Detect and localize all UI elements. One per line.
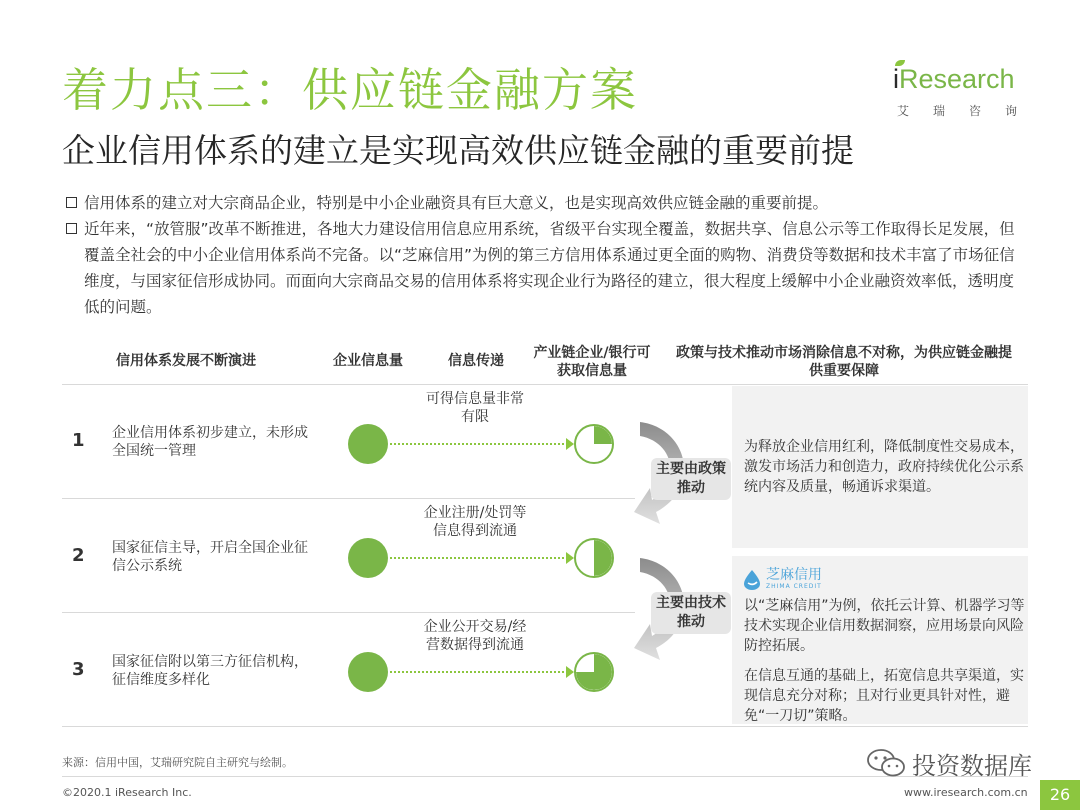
pie-fill — [576, 654, 612, 690]
header-policy: 政策与技术推动市场消除信息不对称，为供应链金融提供重要保障 — [676, 345, 1012, 379]
wechat-watermark — [850, 744, 1050, 780]
policy-driver-badge: 主要由政策推动 — [651, 458, 731, 500]
info-transfer-text: 可得信息量非常有限 — [426, 391, 524, 425]
wechat-icon — [866, 748, 906, 778]
curved-arrows-graphic — [610, 408, 720, 728]
row-number: 3 — [72, 659, 85, 680]
zhima-logo-en: ZHIMA CREDIT — [766, 583, 822, 590]
partial-circle-icon — [574, 652, 614, 692]
full-circle-icon — [348, 652, 388, 692]
zhima-credit-logo — [742, 567, 832, 593]
tech-panel-text-2: 在信息互通的基础上，拓宽信息共享渠道，实现信息充分对称；且对行业更具针对性，避免“一刀切”策略。 — [744, 668, 1024, 724]
logo-subtitle: 艾瑞咨询 — [897, 104, 1042, 118]
watermark-text: 投资数据库 — [912, 752, 1032, 780]
full-circle-icon — [348, 538, 388, 578]
checkbox-square-icon — [66, 223, 77, 234]
divider — [62, 384, 1028, 385]
arrow-right-icon — [566, 552, 574, 564]
arrow-right-icon — [566, 666, 574, 678]
row-number: 2 — [72, 545, 85, 566]
divider — [62, 726, 1028, 727]
iresearch-logo — [885, 58, 1042, 128]
tech-panel-text-1: 以“芝麻信用”为例，依托云计算、机器学习等技术实现企业信用数据洞察，应用场景向风险防控拓展。 — [744, 598, 1025, 654]
dotted-arrow-line — [390, 443, 568, 445]
copyright: ©2020.1 iResearch Inc. — [62, 786, 192, 799]
zhima-drop-icon — [742, 569, 762, 591]
bullet-list — [66, 190, 1026, 320]
partial-circle-icon — [574, 424, 614, 464]
divider — [62, 612, 635, 613]
website-link[interactable]: www.iresearch.com.cn — [904, 786, 1028, 799]
logo-word: iResearch — [893, 64, 1015, 94]
policy-panel-text: 为释放企业信用红利，降低制度性交易成本，激发市场活力和创造力，政府持续优化公示系统内容及质量，畅通诉求渠道。 — [744, 439, 1024, 495]
info-transfer-text: 企业公开交易/经营数据得到流通 — [423, 619, 527, 653]
header-info-volume: 企业信息量 — [333, 353, 403, 369]
dotted-arrow-line — [390, 671, 568, 673]
tech-driver-badge: 主要由技术推动 — [651, 592, 731, 634]
page-number: 26 — [1040, 780, 1080, 810]
header-obtainable: 产业链企业/银行可获取信息量 — [533, 345, 651, 379]
checkbox-square-icon — [66, 197, 77, 208]
arrow-right-icon — [566, 438, 574, 450]
header-evolution: 信用体系发展不断演进 — [116, 353, 256, 369]
row-description: 国家征信附以第三方征信机构，征信维度多样化 — [112, 654, 308, 688]
page-title: 着力点三：供应链金融方案 — [62, 63, 638, 117]
source-note: 来源：信用中国，艾瑞研究院自主研究与绘制。 — [62, 756, 293, 769]
partial-circle-icon — [574, 538, 614, 578]
dotted-arrow-line — [390, 557, 568, 559]
zhima-logo-cn: 芝麻信用 — [766, 567, 822, 583]
full-circle-icon — [348, 424, 388, 464]
row-description: 国家征信主导，开启全国企业征信公示系统 — [112, 540, 308, 574]
header-info-transfer: 信息传递 — [448, 353, 504, 369]
bullet-item: 信用体系的建立对大宗商品企业，特别是中小企业融资具有巨大意义，也是实现高效供应链金融的重要前提。 — [66, 190, 1026, 216]
row-description: 企业信用体系初步建立，未形成全国统一管理 — [112, 425, 308, 459]
page-subtitle: 企业信用体系的建立是实现高效供应链金融的重要前提 — [62, 131, 854, 170]
info-transfer-text: 企业注册/处罚等信息得到流通 — [423, 505, 527, 539]
divider — [62, 498, 635, 499]
bullet-item: 近年来，“放管服”改革不断推进，各地大力建设信用信息应用系统，省级平台实现全覆盖，数据共享、信息公示等工作取得长足发展，但覆盖全社会的中小企业信用体系尚不完备。以“芝麻信用”为例的第三方信用体系通过更全面的购物、消费贷等数据和技术丰富了市场征信维度，与国家征信形成协同。而面向大宗商品交易的信用体系将实现企业行为路径的建立，很大程度上缓解中小企业融资效率低，透明度低的问题。 — [66, 216, 1026, 320]
row-number: 1 — [72, 430, 85, 451]
